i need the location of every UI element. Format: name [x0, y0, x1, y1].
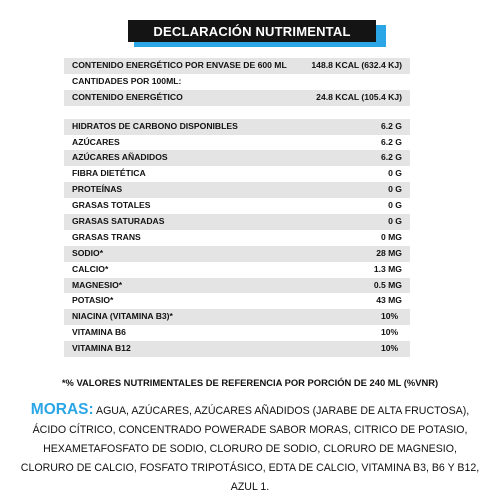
- row-label: HIDRATOS DE CARBONO DISPONIBLES: [72, 120, 238, 131]
- row-value: 24.8 KCAL (105.4 KJ): [316, 91, 402, 102]
- page-title: DECLARACIÓN NUTRIMENTAL: [128, 20, 376, 42]
- nutrient-row: [64, 325, 410, 341]
- vnr-footnote: *% VALORES NUTRIMENTALES DE REFERENCIA POR PORCIÓN DE 240 ML (%VNR): [61, 377, 439, 388]
- header-banner: [128, 20, 384, 46]
- row-label: GRASAS SATURADAS: [72, 216, 165, 227]
- row-label: FIBRA DIETÉTICA: [72, 168, 146, 179]
- row-label: CANTIDADES POR 100ML:: [72, 75, 182, 86]
- row-value: 148.8 KCAL (632.4 KJ): [311, 60, 402, 70]
- row-value: 10%: [381, 327, 399, 338]
- row-label: SODIO*: [72, 247, 104, 258]
- row-label: NIACINA (VITAMINA B3)*: [72, 311, 173, 322]
- nutrient-row: [64, 262, 410, 278]
- row-label: POTASIO*: [72, 295, 114, 306]
- nutrient-row: [64, 246, 410, 262]
- row-value: 1.3 MG: [373, 263, 402, 274]
- row-label: CONTENIDO ENERGÉTICO POR ENVASE DE 600 ML: [72, 60, 287, 70]
- row-label: VITAMINA B6: [72, 327, 126, 338]
- row-label: GRASAS TRANS: [72, 231, 141, 242]
- row-label: MAGNESIO*: [72, 279, 123, 290]
- nutrient-row: [64, 119, 410, 135]
- row-value: 10%: [381, 311, 399, 322]
- nutrition-table: [64, 58, 410, 357]
- row-label: AZÚCARES AÑADIDOS: [72, 152, 168, 163]
- row-value: 0 MG: [380, 231, 402, 242]
- row-label: CONTENIDO ENERGÉTICO: [72, 91, 183, 102]
- row-value: 28 MG: [376, 247, 402, 258]
- row-value: 0 G: [388, 184, 402, 195]
- energy-row: [64, 74, 410, 90]
- row-label: PROTEÍNAS: [72, 184, 123, 195]
- ingredients-list: [20, 400, 480, 497]
- flavor-label: MORAS:: [30, 401, 94, 418]
- nutrient-row: [64, 214, 410, 230]
- row-value: 6.2 G: [380, 152, 402, 163]
- ingredients-text: AGUA, AZÚCARES, AZÚCARES AÑADIDOS (JARABE DE ALTA FRUCTOSA), ÁCIDO CÍTRICO, CONCENTRADO POWERADE SABOR MORAS, CITRICO DE POTASIO, HEXAMETAFOSFATO DE SODIO, CLORURO DE SODIO, CLORURO DE MAGNESIO, CLORURO DE CALCIO, FOSFATO TRIPOTÁSICO, EDTA DE CALCIO, VITAMINA B3, B6 Y B12, AZUL 1.: [20, 405, 480, 493]
- nutrient-row: [64, 309, 410, 325]
- table-gap: [64, 106, 410, 119]
- nutrient-row: [64, 293, 410, 309]
- row-value: 0.5 MG: [373, 279, 402, 290]
- nutrient-row: [64, 198, 410, 214]
- row-value: 6.2 G: [380, 136, 402, 147]
- row-label: CALCIO*: [72, 263, 109, 274]
- row-value: 0 G: [388, 168, 402, 179]
- row-label: AZÚCARES: [72, 136, 120, 147]
- nutrient-row: [64, 182, 410, 198]
- nutrient-row: [64, 341, 410, 357]
- nutrient-row: [64, 278, 410, 294]
- row-value: 10%: [381, 343, 399, 354]
- row-value: 43 MG: [376, 295, 402, 306]
- nutrient-row: [64, 150, 410, 166]
- nutrient-row: [64, 166, 410, 182]
- row-value: 6.2 G: [380, 120, 402, 131]
- nutrient-row: [64, 230, 410, 246]
- nutrient-row: [64, 135, 410, 151]
- energy-row: [64, 90, 410, 106]
- row-value: 0 G: [388, 216, 402, 227]
- energy-row: [64, 58, 410, 74]
- row-value: 0 G: [388, 200, 402, 211]
- row-label: GRASAS TOTALES: [72, 200, 151, 211]
- row-label: VITAMINA B12: [72, 343, 131, 354]
